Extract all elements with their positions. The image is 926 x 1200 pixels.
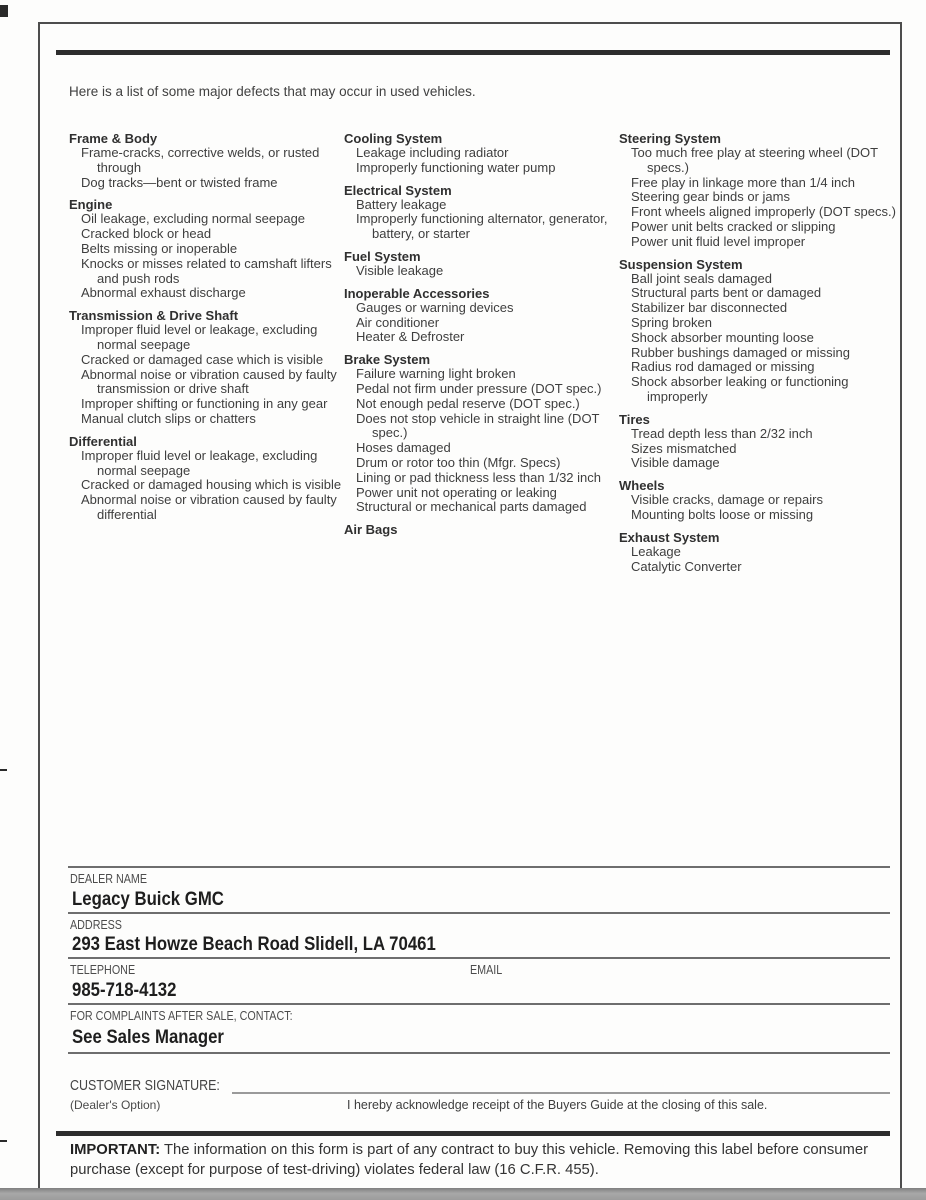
defect-item: Mounting bolts loose or missing: [631, 506, 814, 522]
defect-item: Structural parts bent or damaged: [631, 285, 822, 301]
defect-item: Abnormal noise or vibration caused by faulty transmission or drive shaft: [81, 366, 337, 397]
dealer-name-label: DEALER NAME: [70, 872, 148, 886]
defects-column-2: [344, 131, 622, 544]
intro-text: Here is a list of some major defects that may occur in used vehicles.: [69, 84, 476, 99]
defect-category-title: Transmission & Drive Shaft: [69, 308, 239, 324]
defect-section: [619, 131, 897, 250]
defect-section: [69, 308, 347, 427]
defect-category-title: Exhaust System: [619, 529, 720, 545]
defect-category-title: Inoperable Accessories: [344, 285, 490, 301]
defect-section: [69, 434, 347, 523]
defect-category-title: Cooling System: [344, 131, 443, 146]
acknowledgement-text: I hereby acknowledge receipt of the Buyers Guide at the closing of this sale.: [347, 1098, 768, 1112]
defect-item: Abnormal noise or vibration caused by faulty differential: [81, 492, 337, 522]
defect-category-title: Electrical System: [344, 182, 452, 198]
defect-item: Abnormal exhaust discharge: [81, 285, 246, 301]
defect-category-title: Brake System: [344, 352, 430, 368]
defect-item: Sizes mismatched: [631, 440, 737, 456]
defect-item: Frame-cracks, corrective welds, or rusted through: [81, 145, 320, 175]
defect-item: Lining or pad thickness less than 1/32 inch: [356, 469, 601, 485]
defect-item: Drum or rotor too thin (Mfgr. Specs): [356, 454, 561, 470]
defect-item: Visible damage: [631, 455, 720, 471]
defect-item: Knocks or misses related to camshaft lifters and push rods: [81, 255, 332, 286]
important-notice: [70, 1141, 882, 1180]
defect-section: [344, 522, 622, 537]
defect-item: Hoses damaged: [356, 440, 451, 456]
defect-item: Rubber bushings damaged or missing: [631, 344, 850, 360]
defect-item: Improperly functioning alternator, generator, battery, or starter: [356, 211, 608, 242]
defect-item: Leakage including radiator: [356, 145, 509, 160]
defect-item: Manual clutch slips or chatters: [81, 410, 256, 426]
defect-category-title: Air Bags: [344, 522, 398, 538]
defect-item: Dog tracks—bent or twisted frame: [81, 174, 278, 190]
scan-artifact: [0, 1140, 7, 1142]
scan-artifact: [0, 5, 8, 17]
defect-section: [619, 530, 897, 575]
dealers-option-note: (Dealer's Option): [70, 1098, 161, 1112]
defect-item: Shock absorber leaking or functioning improperly: [631, 374, 849, 404]
defect-item: Cracked or damaged housing which is visible: [81, 477, 342, 493]
defect-item: Tread depth less than 2/32 inch: [631, 425, 813, 441]
defect-section: [344, 286, 622, 345]
defect-item: Visible cracks, damage or repairs: [631, 492, 823, 508]
defect-item: Radius rod damaged or missing: [631, 359, 815, 375]
defect-category-title: Engine: [69, 197, 113, 213]
defect-category-title: Suspension System: [619, 256, 743, 272]
defect-item: Improper fluid level or leakage, excluding normal seepage: [81, 447, 318, 478]
defect-item: Failure warning light broken: [356, 366, 516, 382]
defect-item: Oil leakage, excluding normal seepage: [81, 211, 306, 227]
defect-category-title: Tires: [619, 411, 650, 427]
dealer-name-value: Legacy Buick GMC: [72, 888, 224, 910]
defect-item: Ball joint seals damaged: [631, 270, 772, 286]
defects-column-3: [619, 131, 897, 581]
defect-category-title: Fuel System: [344, 248, 421, 264]
defect-section: [619, 478, 897, 523]
form-rule: [68, 1052, 890, 1054]
defect-item: Power unit not operating or leaking: [356, 484, 557, 500]
defect-item: Improper shifting or functioning in any gear: [81, 396, 328, 412]
defect-section: [344, 131, 622, 176]
address-value: 293 East Howze Beach Road Slidell, LA 70461: [72, 933, 436, 955]
defect-item: Power unit belts cracked or slipping: [631, 218, 836, 234]
defect-category-title: Frame & Body: [69, 131, 158, 146]
defect-section: [344, 352, 622, 515]
defect-item: Heater & Defroster: [356, 329, 465, 345]
defect-item: Power unit fluid level improper: [631, 233, 806, 249]
defect-item: Steering gear binds or jams: [631, 189, 790, 205]
defect-category-title: Steering System: [619, 131, 721, 146]
important-text: The information on this form is part of any contract to buy this vehicle. Removing this label before consumer purchase (except for purpose of test-driving) violates federal law (16 C.F.R. 455).: [70, 1142, 868, 1178]
defect-item: Free play in linkage more than 1/4 inch: [631, 174, 856, 190]
defect-item: Spring broken: [631, 314, 712, 330]
defect-item: Gauges or warning devices: [356, 299, 514, 315]
telephone-label: TELEPHONE: [70, 963, 136, 977]
scan-artifact: [0, 769, 7, 771]
defect-item: Too much free play at steering wheel (DOT specs.): [631, 145, 878, 175]
defect-item: Catalytic Converter: [631, 558, 742, 574]
defect-item: Battery leakage: [356, 196, 447, 212]
customer-signature-label: CUSTOMER SIGNATURE:: [70, 1078, 220, 1094]
defect-item: Does not stop vehicle in straight line (DOT spec.): [356, 410, 600, 441]
page-edge-bar: [0, 1188, 926, 1200]
defect-item: Air conditioner: [356, 314, 440, 330]
defect-category-title: Differential: [69, 433, 137, 449]
defect-item: Cracked block or head: [81, 226, 212, 242]
defect-item: Front wheels aligned improperly (DOT specs.): [631, 204, 896, 220]
defect-item: Visible leakage: [356, 262, 444, 278]
form-rule: [68, 957, 890, 959]
defect-section: [619, 257, 897, 405]
defect-item: Improper fluid level or leakage, excluding normal seepage: [81, 322, 318, 352]
defect-item: Pedal not firm under pressure (DOT spec.): [356, 380, 602, 396]
email-label: EMAIL: [470, 963, 503, 977]
defect-item: Stabilizer bar disconnected: [631, 300, 788, 316]
defect-section: [69, 197, 347, 301]
top-rule: [56, 50, 890, 55]
bottom-rule: [56, 1131, 890, 1136]
defect-item: Improperly functioning water pump: [356, 159, 556, 175]
form-rule: [68, 912, 890, 914]
defect-section: [344, 183, 622, 242]
signature-line: [232, 1092, 890, 1094]
important-label: IMPORTANT:: [70, 1142, 161, 1158]
defect-item: Leakage: [631, 543, 681, 559]
defect-item: Belts missing or inoperable: [81, 240, 238, 256]
defect-section: [69, 131, 347, 190]
defect-section: [344, 249, 622, 279]
form-rule: [68, 866, 890, 868]
complaints-contact-value: See Sales Manager: [72, 1026, 224, 1048]
address-label: ADDRESS: [70, 918, 122, 932]
complaints-label: FOR COMPLAINTS AFTER SALE, CONTACT:: [70, 1009, 293, 1023]
form-rule: [68, 1003, 890, 1005]
defect-item: Cracked or damaged case which is visible: [81, 351, 324, 367]
telephone-value: 985-718-4132: [72, 979, 177, 1001]
defect-item: Shock absorber mounting loose: [631, 329, 814, 345]
defect-category-title: Wheels: [619, 478, 665, 494]
defect-item: Not enough pedal reserve (DOT spec.): [356, 395, 580, 411]
defect-item: Structural or mechanical parts damaged: [356, 499, 587, 515]
defects-column-1: [69, 131, 347, 530]
defect-section: [619, 412, 897, 471]
